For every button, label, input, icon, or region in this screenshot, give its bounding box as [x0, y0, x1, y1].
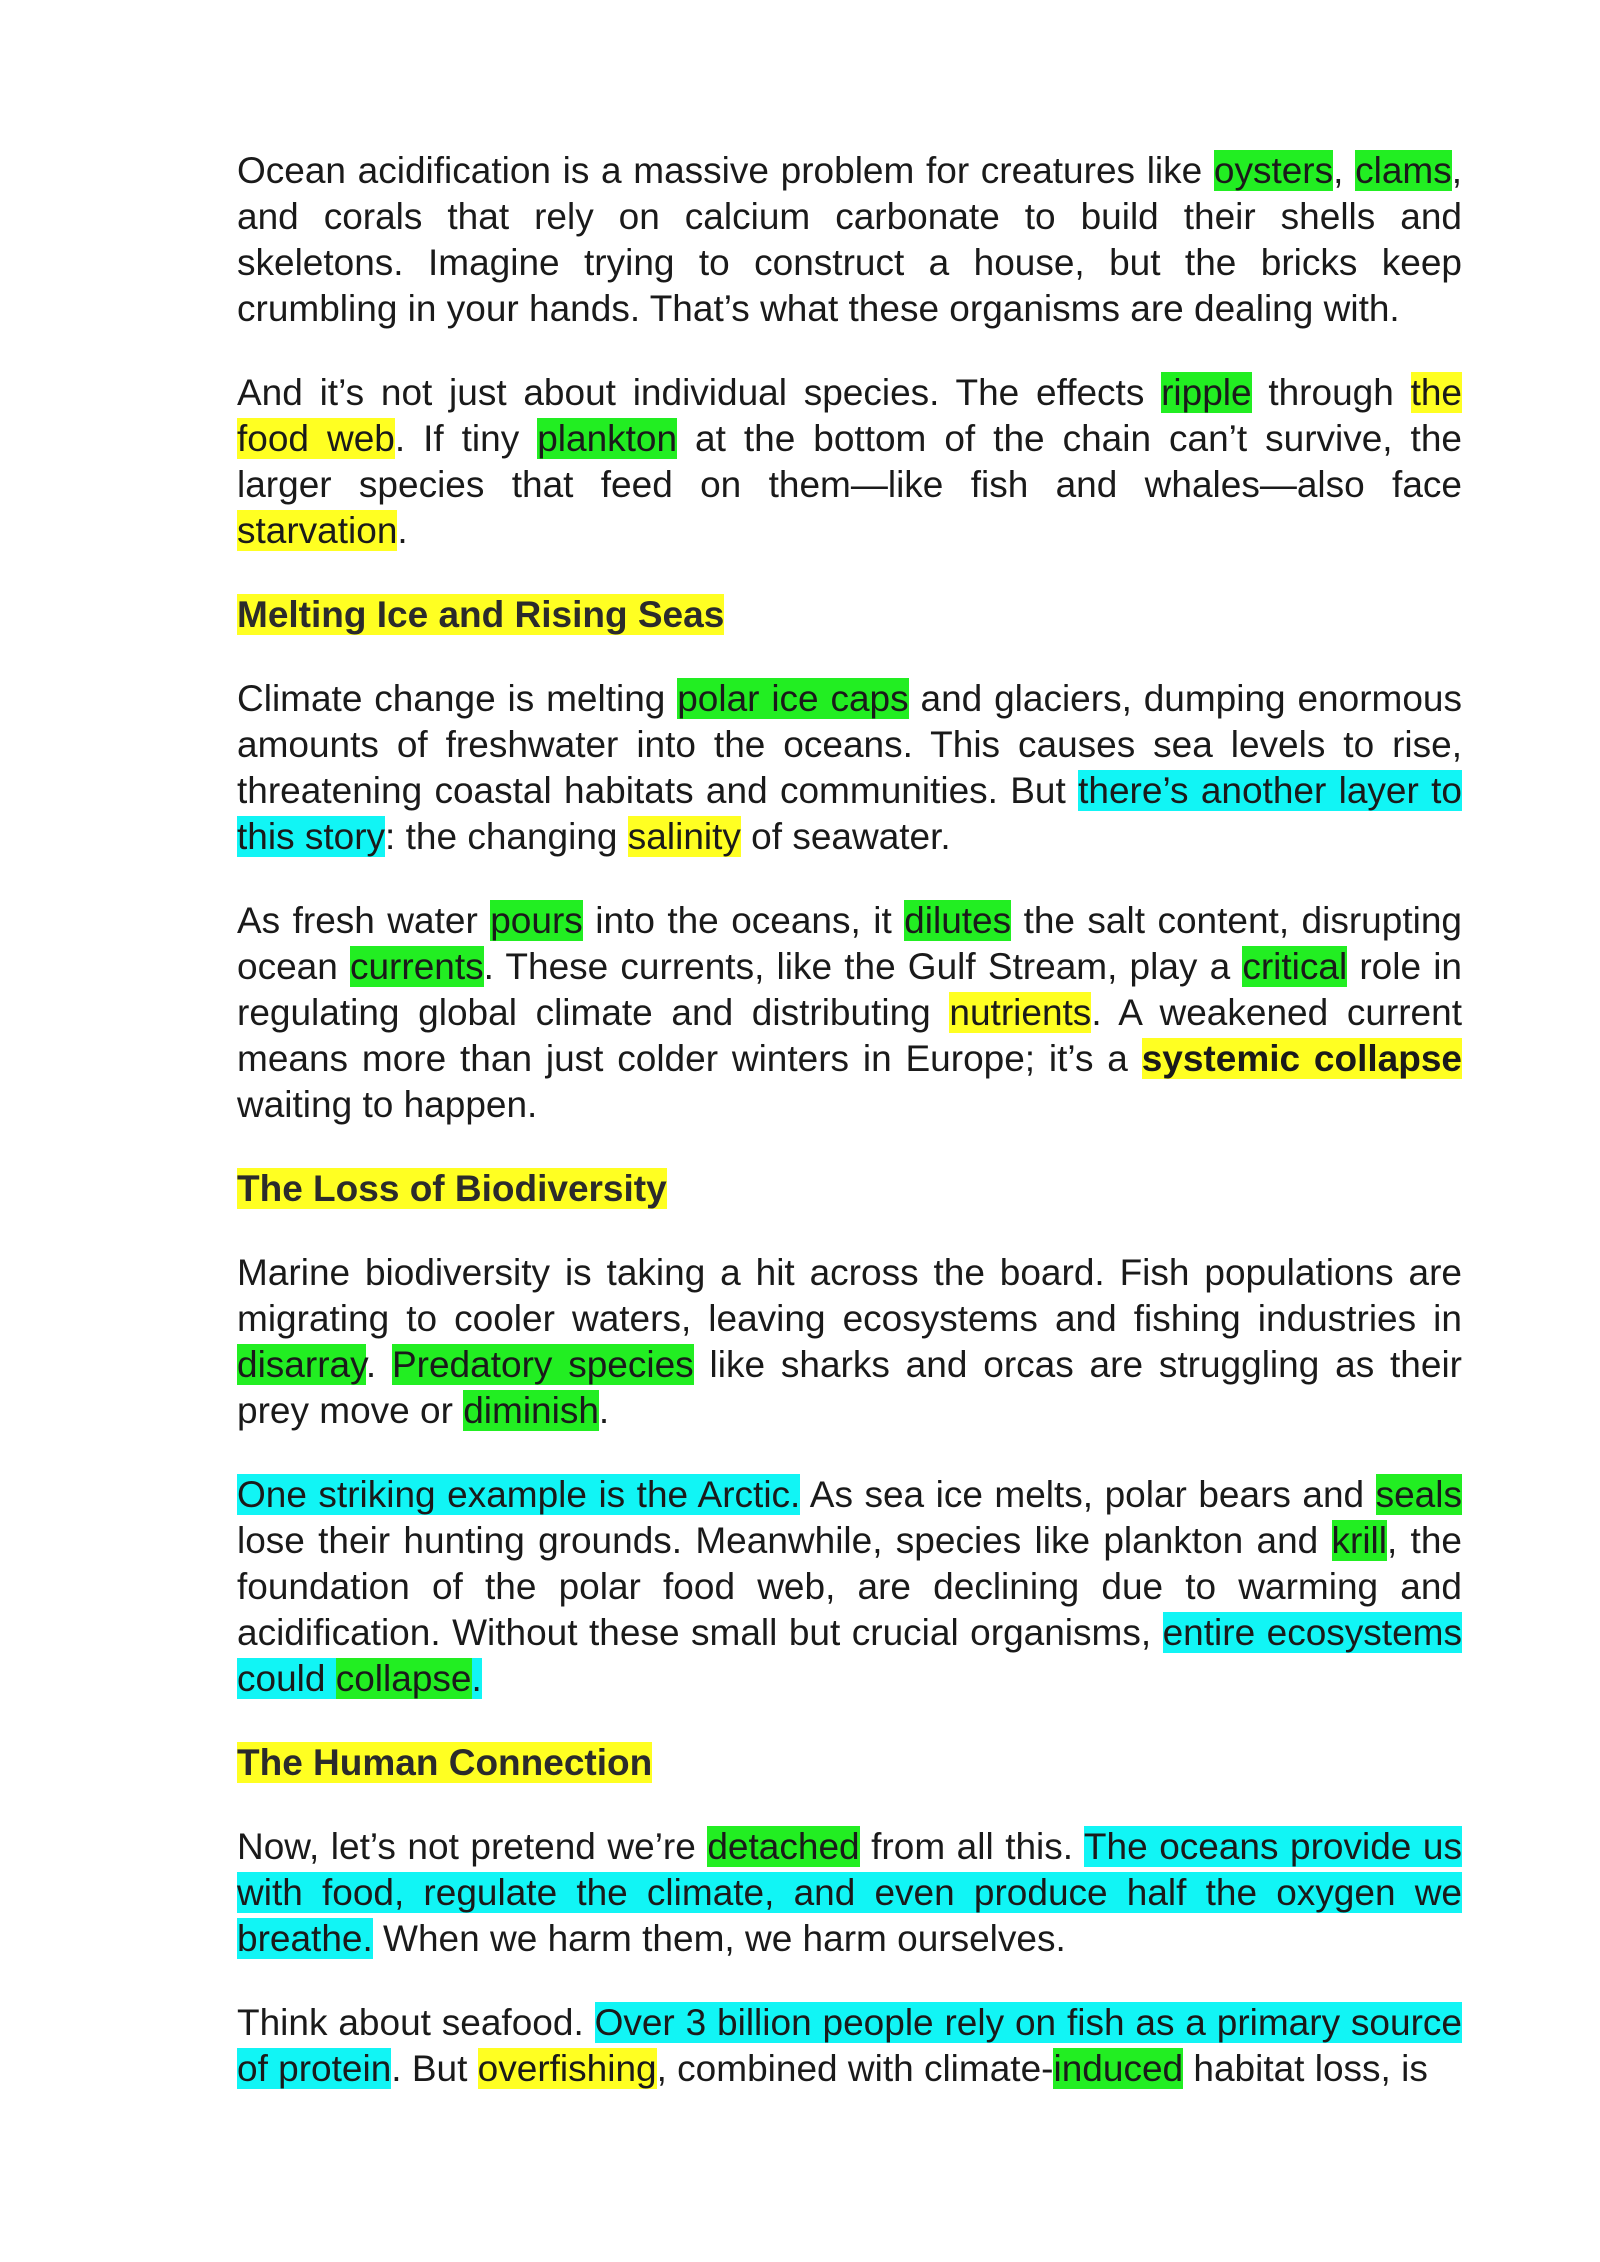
text-segment: Think about seafood. — [237, 2002, 595, 2043]
text-segment: , — [1333, 150, 1356, 191]
paragraph-food-web — [237, 370, 1462, 554]
text-segment: , the foundation of the polar food web, are declining due to warming and acidification. Without these small but crucial organisms, — [237, 1520, 1462, 1653]
highlighted-term: collapse — [335, 1658, 472, 1699]
heading-text: Melting Ice and Rising Seas — [237, 594, 725, 635]
text-segment: . But — [391, 2048, 478, 2089]
highlighted-term: starvation — [237, 510, 398, 551]
text-segment: . — [598, 1390, 610, 1431]
highlighted-term: plankton — [537, 418, 678, 459]
text-segment: When we harm them, we harm ourselves. — [372, 1918, 1066, 1959]
text-segment: : the changing — [385, 816, 628, 857]
text-segment: , and corals that rely on calcium carbonate to build their shells and skeletons. Imagine trying to construct a house, but the bricks keep crumbling in your hands. That’s what these organisms are dealing with. — [237, 150, 1462, 329]
text-segment: As fresh water — [237, 900, 491, 941]
text-segment: Marine biodiversity is taking a hit across the board. Fish populations are migrating to cooler waters, leaving ecosystems and fishing industries in — [237, 1252, 1462, 1339]
text-segment: Climate change is melting — [237, 678, 678, 719]
highlighted-term: diminish — [463, 1390, 599, 1431]
paragraph-marine-biodiversity — [237, 1250, 1462, 1434]
paragraph-polar-ice — [237, 676, 1462, 860]
highlighted-term: dilutes — [904, 900, 1012, 941]
text-segment: Now, let’s not pretend we’re — [237, 1826, 708, 1867]
highlighted-term: currents — [349, 946, 484, 987]
highlighted-phrase: Over 3 billion people rely on fish as a primary source of protein — [237, 2002, 1462, 2089]
section-heading-melting-ice — [237, 592, 1462, 638]
text-segment: . — [397, 510, 408, 551]
highlighted-term: disarray — [237, 1344, 366, 1385]
highlighted-term: Predatory species — [391, 1344, 694, 1385]
highlighted-term: detached — [707, 1826, 860, 1867]
text-segment: like sharks and orcas are struggling as their prey move or — [237, 1344, 1463, 1431]
text-segment: lose their hunting grounds. Meanwhile, species like plankton and — [237, 1520, 1332, 1561]
heading-text: The Loss of Biodiversity — [237, 1168, 667, 1209]
paragraph-arctic-example — [237, 1472, 1462, 1702]
highlighted-term: induced — [1053, 2048, 1184, 2089]
text-segment: . These currents, like the Gulf Stream, play a — [483, 946, 1243, 987]
text-segment: . If tiny — [394, 418, 538, 459]
highlighted-phrase: The oceans provide us with food, regulate the climate, and even produce half the oxygen we breathe. — [237, 1826, 1462, 1959]
paragraph-ocean-currents — [237, 898, 1462, 1128]
highlighted-term: polar ice caps — [677, 678, 909, 719]
highlighted-term: critical — [1242, 946, 1348, 987]
highlighted-bold-term: systemic collapse — [1141, 1038, 1462, 1079]
highlighted-phrase: . — [471, 1658, 482, 1699]
heading-text: The Human Connection — [237, 1742, 653, 1783]
text-segment: the salt content, disrupting ocean — [237, 900, 1462, 987]
highlighted-term: oysters — [1213, 150, 1334, 191]
highlighted-term: nutrients — [949, 992, 1092, 1033]
highlighted-term: seals — [1375, 1474, 1462, 1515]
document-page — [237, 148, 1462, 2130]
text-segment: and glaciers, dumping enormous amounts of freshwater into the oceans. This causes sea levels to rise, threatening coastal habitats and communities. But — [237, 678, 1463, 811]
highlighted-term: pours — [490, 900, 583, 941]
highlighted-term: clams — [1355, 150, 1452, 191]
highlighted-phrase: One striking example is the Arctic. — [237, 1474, 801, 1515]
highlighted-term: the food web — [237, 372, 1462, 459]
highlighted-term: salinity — [627, 816, 741, 857]
text-segment: habitat loss, is — [1183, 2048, 1428, 2089]
section-heading-biodiversity — [237, 1166, 1462, 1212]
highlighted-term: overfishing — [477, 2048, 657, 2089]
text-segment: into the oceans, it — [582, 900, 905, 941]
section-heading-human-connection — [237, 1740, 1462, 1786]
text-segment: through — [1251, 372, 1411, 413]
text-segment: As sea ice melts, polar bears and — [800, 1474, 1376, 1515]
text-segment: , combined with climate- — [656, 2048, 1054, 2089]
text-segment: of seawater. — [740, 816, 951, 857]
text-segment: Ocean acidification is a massive problem for creatures like — [237, 150, 1214, 191]
highlighted-term: ripple — [1161, 372, 1252, 413]
text-segment: role in regulating global climate and distributing — [237, 946, 1462, 1033]
highlighted-phrase: there’s another layer to this story — [237, 770, 1462, 857]
text-segment: . A weakened current means more than just colder winters in Europe; it’s a — [237, 992, 1462, 1079]
highlighted-term: krill — [1331, 1520, 1387, 1561]
text-segment: waiting to happen. — [237, 1084, 538, 1125]
text-segment: . — [365, 1344, 392, 1385]
text-segment: from all this. — [859, 1826, 1084, 1867]
text-segment: And it’s not just about individual species. The effects — [237, 372, 1162, 413]
text-segment: at the bottom of the chain can’t survive, the larger species that feed on them—like fish and whales—also face — [237, 418, 1462, 505]
paragraph-human-connection — [237, 1824, 1462, 1962]
paragraph-seafood — [237, 2000, 1462, 2092]
highlighted-phrase: entire ecosystems could — [237, 1612, 1462, 1699]
paragraph-ocean-acidification — [237, 148, 1462, 332]
